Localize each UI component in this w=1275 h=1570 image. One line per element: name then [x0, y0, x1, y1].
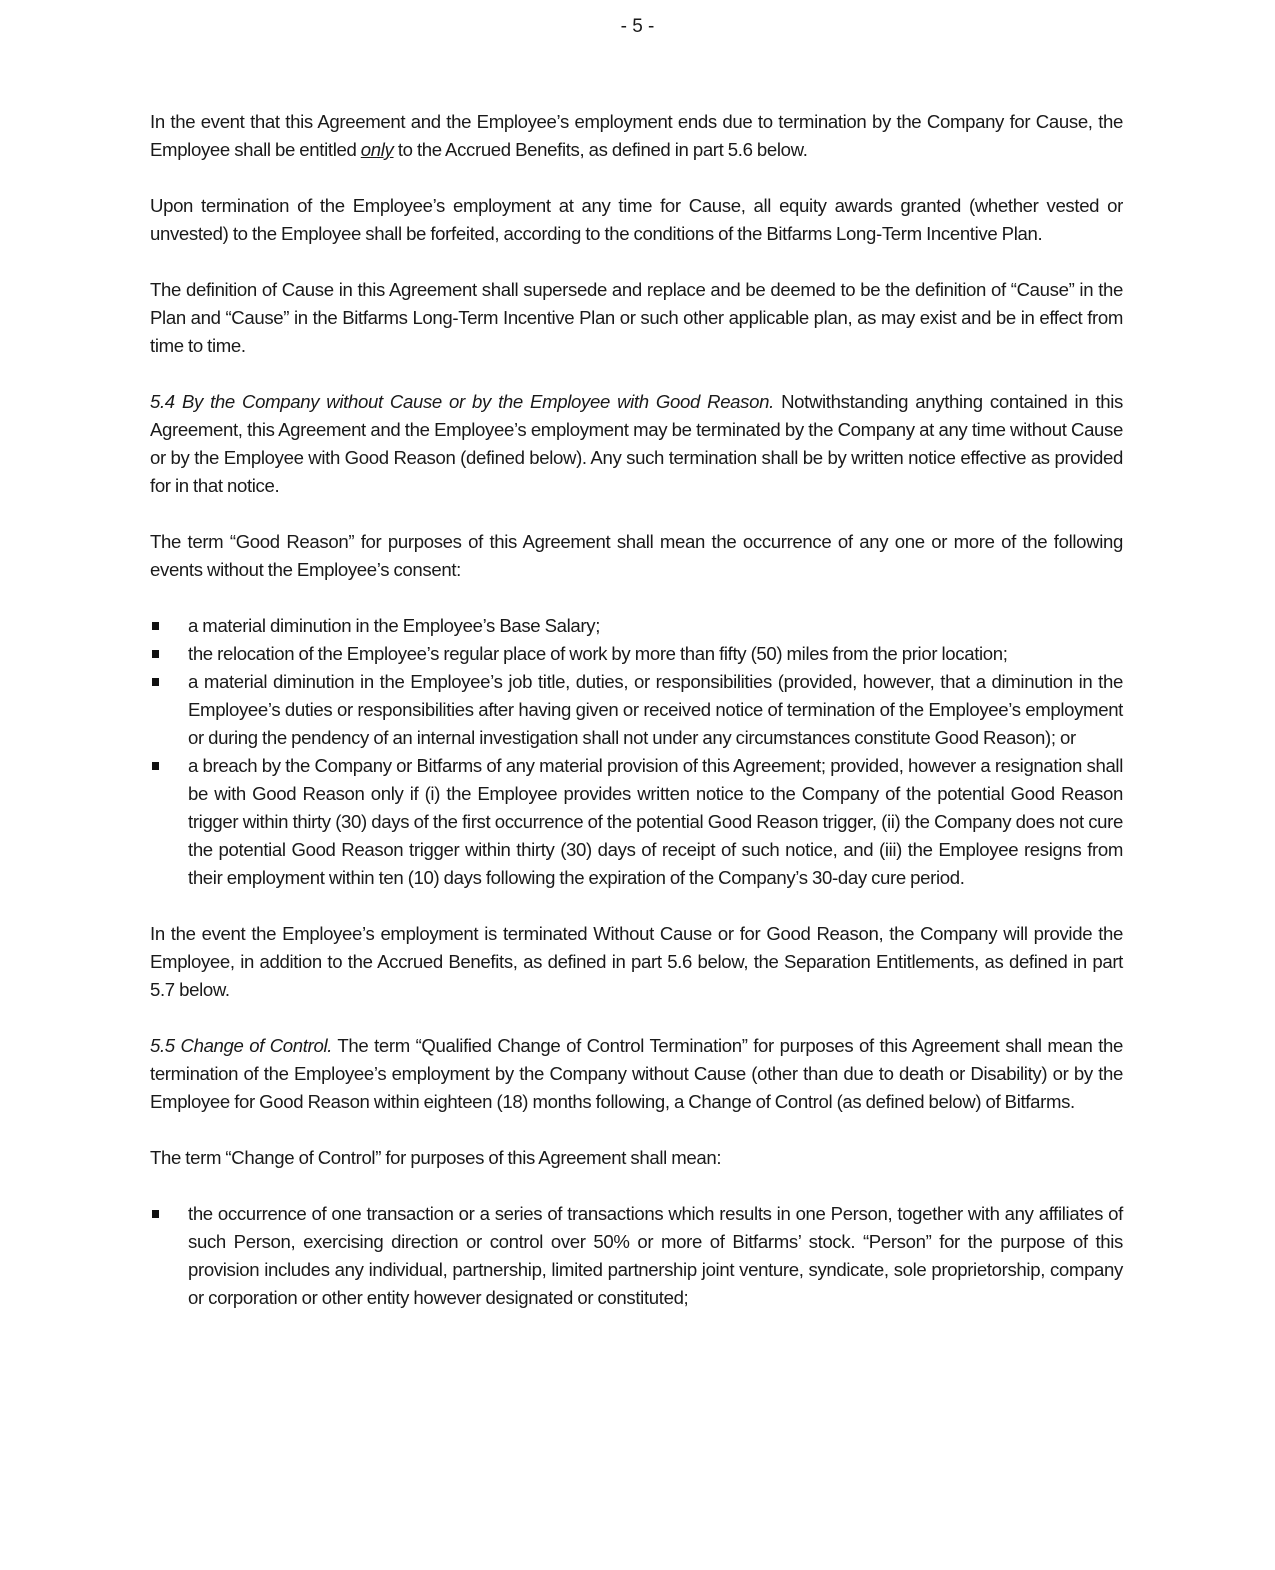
paragraph-termination-for-cause	[150, 108, 1123, 164]
paragraph-good-reason-intro: The term “Good Reason” for purposes of this Agreement shall mean the occurrence of any one or more of the following events without the Employee’s consent:	[150, 531, 1123, 580]
square-bullet-icon	[152, 650, 159, 658]
change-of-control-list	[150, 1200, 1123, 1312]
section-heading: 5.5 Change of Control.	[150, 1035, 333, 1056]
list-item	[150, 668, 1123, 752]
section-5-5	[150, 1032, 1123, 1116]
section-body: Notwithstanding anything contained in this Agreement, this Agreement and the Employee’s employment may be terminated by the Company at any time without Cause or by the Employee with Good Reason (defined below). Any such termination shall be by written notice effective as provided for in that notice.	[150, 391, 1123, 496]
list-item	[150, 612, 1123, 640]
square-bullet-icon	[152, 762, 159, 770]
section-body: The term “Qualified Change of Control Termination” for purposes of this Agreement shall mean the termination of the Employee’s employment by the Company without Cause (other than due to death or Disability) or by the Employee for Good Reason within eighteen (18) months following, a Change of Control (as defined below) of Bitfarms.	[150, 1035, 1123, 1112]
paragraph-equity-forfeiture: Upon termination of the Employee’s employment at any time for Cause, all equity awards granted (whether vested or unvested) to the Employee shall be forfeited, according to the conditions of the Bitfarms Long-Term Incentive Plan.	[150, 195, 1123, 244]
document-body	[150, 108, 1123, 1340]
square-bullet-icon	[152, 1210, 159, 1218]
good-reason-list	[150, 612, 1123, 892]
list-item	[150, 752, 1123, 892]
list-item-text: the relocation of the Employee’s regular place of work by more than fifty (50) miles from the prior location;	[188, 643, 1008, 664]
list-item-text: a material diminution in the Employee’s Base Salary;	[188, 615, 601, 636]
paragraph-cause-definition: The definition of Cause in this Agreement shall supersede and replace and be deemed to be the definition of “Cause” in the Plan and “Cause” in the Bitfarms Long-Term Incentive Plan or such other applicable plan, as may exist and be in effect from time to time.	[150, 279, 1123, 356]
section-5-4	[150, 388, 1123, 500]
square-bullet-icon	[152, 622, 159, 630]
section-heading: 5.4 By the Company without Cause or by the Employee with Good Reason.	[150, 391, 774, 412]
list-item-text: a material diminution in the Employee’s job title, duties, or responsibilities (provided, however, that a diminution in the Employee’s duties or responsibilities after having given or received notice of termination of the Employee’s employment or during the pendency of an internal investigation shall not under any circumstances constitute Good Reason); or	[188, 671, 1123, 748]
list-item	[150, 1200, 1123, 1312]
paragraph-separation-entitlements: In the event the Employee’s employment is terminated Without Cause or for Good Reason, the Company will provide the Employee, in addition to the Accrued Benefits, as defined in part 5.6 below, the Separation Entitlements, as defined in part 5.7 below.	[150, 923, 1123, 1000]
emphasis-only: only	[360, 139, 394, 160]
page-number: - 5 -	[620, 16, 655, 37]
square-bullet-icon	[152, 678, 159, 686]
paragraph-change-of-control-intro: The term “Change of Control” for purposes of this Agreement shall mean:	[150, 1147, 722, 1168]
list-item-text: the occurrence of one transaction or a series of transactions which results in one Person, together with any affiliates of such Person, exercising direction or control over 50% or more of Bitfarms’ stock. “Person” for the purpose of this provision includes any individual, partnership, limited partnership joint venture, syndicate, sole proprietorship, company or corporation or other entity however designated or constituted;	[188, 1203, 1123, 1308]
list-item	[150, 640, 1123, 668]
list-item-text: a breach by the Company or Bitfarms of any material provision of this Agreement; provided, however a resignation shall be with Good Reason only if (i) the Employee provides written notice to the Company of the potential Good Reason trigger within thirty (30) days of the first occurrence of the potential Good Reason trigger, (ii) the Company does not cure the potential Good Reason trigger within thirty (30) days of receipt of such notice, and (iii) the Employee resigns from their employment within ten (10) days following the expiration of the Company’s 30-day cure period.	[188, 755, 1123, 888]
paragraph-text: to the Accrued Benefits, as defined in part 5.6 below.	[393, 139, 808, 160]
paragraph-text: In the event that this Agreement and the Employee’s employment ends due to termination by the Company for Cause, the Employee shall be entitled	[150, 111, 1123, 160]
